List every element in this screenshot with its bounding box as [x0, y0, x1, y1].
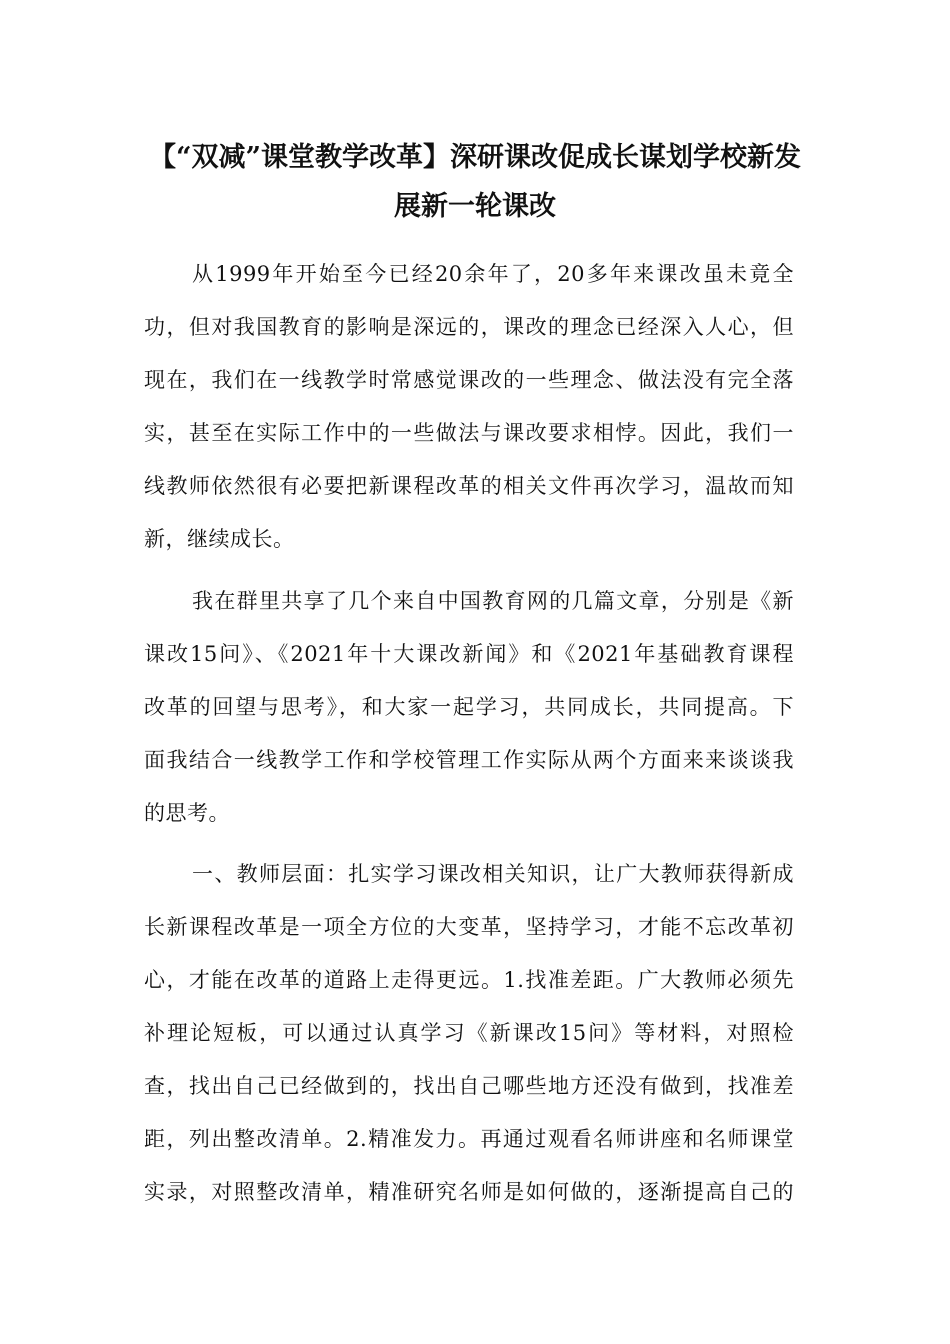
paragraph-line: 实录，对照整改清单，精准研究名师是如何做的，逐渐提高自己的 [144, 1180, 794, 1204]
paragraph-line: 面我结合一线教学工作和学校管理工作实际从两个方面来来谈谈我 [144, 748, 794, 772]
paragraph-line: 课改15问》、《2021年十大课改新闻》和《2021年基础教育课程 [144, 642, 794, 666]
paragraph-line: 长新课程改革是一项全方位的大变革，坚持学习，才能不忘改革初 [144, 915, 794, 939]
paragraph-line: 现在，我们在一线教学时常感觉课改的一些理念、做法没有完全落 [144, 368, 794, 392]
paragraph-line: 从1999年开始至今已经20余年了，20多年来课改虽未竟全 [192, 262, 794, 286]
paragraph-line: 查，找出自己已经做到的，找出自己哪些地方还没有做到，找准差 [144, 1074, 794, 1098]
paragraph-line: 心，才能在改革的道路上走得更远。1.找准差距。广大教师必须先 [144, 968, 794, 992]
paragraph-line: 补理论短板，可以通过认真学习《新课改15问》等材料，对照检 [144, 1021, 794, 1045]
document-title-line-2: 展新一轮课改 [394, 191, 556, 222]
paragraph-line: 线教师依然很有必要把新课程改革的相关文件再次学习，温故而知 [144, 474, 794, 498]
paragraph-line: 一、教师层面：扎实学习课改相关知识，让广大教师获得新成 [192, 862, 794, 886]
document-title-line-1: 【“双减”课堂教学改革】深研课改促成长谋划学校新发 [148, 142, 802, 173]
paragraph-line: 我在群里共享了几个来自中国教育网的几篇文章，分别是《新 [192, 589, 794, 613]
paragraph-line: 距，列出整改清单。2.精准发力。再通过观看名师讲座和名师课堂 [144, 1127, 794, 1151]
paragraph-line: 新，继续成长。 [144, 527, 295, 551]
paragraph-line: 实，甚至在实际工作中的一些做法与课改要求相悖。因此，我们一 [144, 421, 794, 445]
paragraph-line: 功，但对我国教育的影响是深远的，课改的理念已经深入人心，但 [144, 315, 794, 339]
paragraph-line: 的思考。 [144, 801, 230, 825]
paragraph-line: 改革的回望与思考》，和大家一起学习，共同成长，共同提高。下 [144, 695, 794, 719]
